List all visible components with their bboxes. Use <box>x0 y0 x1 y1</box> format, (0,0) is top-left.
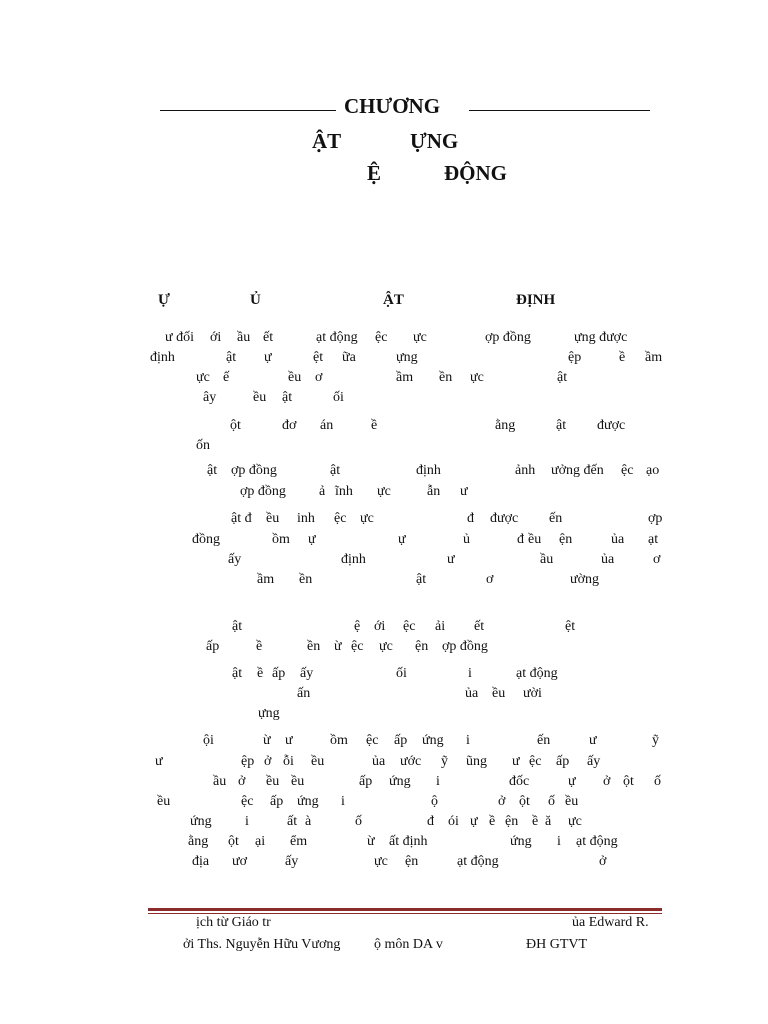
body-text-fragment: ấy <box>587 754 601 769</box>
body-text-fragment: i <box>436 774 440 789</box>
body-text-fragment: ỹ <box>652 733 659 748</box>
body-text-fragment: ủa <box>372 754 386 769</box>
body-text-fragment: ền <box>307 639 321 654</box>
body-text-fragment: ất <box>287 814 298 829</box>
body-text-fragment: ưởng đến <box>551 463 604 478</box>
body-text-fragment: i <box>341 794 345 809</box>
body-text-fragment: ệ <box>354 619 361 634</box>
body-text-fragment: ều <box>565 794 579 809</box>
body-text-fragment: ến <box>537 733 551 748</box>
body-text-fragment: ữa <box>342 350 356 365</box>
body-text-fragment: inh <box>297 511 315 526</box>
body-text-fragment: i <box>468 666 472 681</box>
body-text-fragment: ấy <box>285 854 299 869</box>
body-text-fragment: ế <box>223 370 230 385</box>
body-text-fragment: ự <box>264 350 272 365</box>
body-text-fragment: ều <box>291 774 305 789</box>
body-text-fragment: ựng <box>396 350 418 365</box>
body-text-fragment: ất định <box>389 834 428 849</box>
body-text-fragment: ở <box>498 794 506 809</box>
body-text-fragment: ạo <box>646 463 660 478</box>
body-text-fragment: ười <box>523 686 542 701</box>
body-text-fragment: ấp <box>272 666 286 681</box>
body-text-fragment: ật đ <box>231 511 252 526</box>
body-text-fragment: ề <box>371 418 378 433</box>
body-text-fragment: ệt <box>565 619 576 634</box>
body-text-fragment: ề <box>489 814 496 829</box>
title-fragment: Ệ <box>367 161 382 185</box>
body-text-fragment: ến <box>549 511 563 526</box>
body-text-fragment: ư <box>285 733 293 748</box>
body-text-fragment: ề <box>532 814 539 829</box>
body-text-fragment: ợp đồng <box>240 484 286 499</box>
body-text-fragment: ự <box>568 774 576 789</box>
body-text-fragment: ệp <box>568 350 582 365</box>
footer-source-right: ủa Edward R. <box>572 915 649 930</box>
body-text-fragment: ợp đồng <box>231 463 277 478</box>
body-text-fragment: ệc <box>334 511 347 526</box>
body-text-fragment: ểm <box>290 834 308 849</box>
body-text-fragment: ả <box>319 484 326 499</box>
body-text-fragment: ồm <box>330 733 348 748</box>
body-text-fragment: ề <box>619 350 626 365</box>
body-text-fragment: ều <box>528 532 542 547</box>
body-text-fragment: ố <box>654 774 661 789</box>
body-text-fragment: ực <box>568 814 582 829</box>
footer-source-left: ịch từ Giáo tr <box>196 915 271 930</box>
body-text-fragment: ỗi <box>283 754 294 769</box>
body-text-fragment: ấn <box>297 686 311 701</box>
body-text-fragment: i <box>557 834 561 849</box>
body-text-fragment: ươ <box>232 854 247 869</box>
body-text-fragment: định <box>150 350 175 365</box>
body-text-fragment: đồng <box>192 532 220 547</box>
body-text-fragment: ều <box>288 370 302 385</box>
body-text-fragment: ĩnh <box>335 484 353 499</box>
body-text-fragment: ạt động <box>576 834 618 849</box>
body-text-fragment: địa <box>192 854 210 869</box>
body-text-fragment: ủa <box>611 532 625 547</box>
body-text-fragment: ạt động <box>516 666 558 681</box>
body-text-fragment: ền <box>439 370 453 385</box>
title-fragment: ỰNG <box>410 129 459 153</box>
body-text-fragment: ây <box>203 390 217 405</box>
body-text-fragment: ệc <box>403 619 416 634</box>
body-text-fragment: ồm <box>272 532 290 547</box>
body-text-fragment: ạt <box>648 532 659 547</box>
body-text-fragment: ật <box>416 572 427 587</box>
section-heading-fragment: ĐỊNH <box>516 292 556 308</box>
body-text-fragment: ực <box>470 370 484 385</box>
body-text-fragment: ều <box>157 794 171 809</box>
body-text-fragment: đ <box>427 814 434 829</box>
body-text-fragment: ằng <box>188 834 209 849</box>
footer-university: ĐH GTVT <box>526 937 588 952</box>
body-text-fragment: đ <box>467 511 474 526</box>
body-text-fragment: ật <box>556 418 567 433</box>
body-text-fragment: ực <box>360 511 374 526</box>
body-text-fragment: ầu <box>540 552 554 567</box>
body-text-fragment: ều <box>253 390 267 405</box>
body-text-fragment: ện <box>559 532 573 547</box>
body-text-fragment: ường <box>570 572 599 587</box>
body-text-fragment: ện <box>405 854 419 869</box>
body-text-fragment: ực <box>196 370 210 385</box>
body-text-fragment: đốc <box>509 774 530 789</box>
section-heading-fragment: Ủ <box>250 292 261 308</box>
body-text-fragment: ại <box>255 834 266 849</box>
body-text-fragment: ựng được <box>574 330 628 345</box>
body-text-fragment: ư đối <box>165 330 194 345</box>
body-text-fragment: ừ <box>367 834 375 849</box>
body-text-fragment: ối <box>396 666 407 681</box>
footer-rule-thick <box>148 908 662 911</box>
body-text-fragment: ấp <box>206 639 220 654</box>
body-text-fragment: ết <box>474 619 485 634</box>
body-text-fragment: ư <box>155 754 163 769</box>
body-text-fragment: ợp <box>648 511 663 526</box>
body-text-fragment: ự <box>308 532 316 547</box>
body-text-fragment: ầm <box>645 350 663 365</box>
body-text-fragment: ủa <box>601 552 615 567</box>
body-text-fragment: ề <box>257 666 264 681</box>
body-text-fragment: ứng <box>510 834 532 849</box>
body-text-fragment: ạt động <box>316 330 358 345</box>
body-text-fragment: định <box>341 552 366 567</box>
body-text-fragment: ều <box>492 686 506 701</box>
body-text-fragment: ộ <box>431 794 438 809</box>
body-text-fragment: ở <box>599 854 607 869</box>
body-text-fragment: ă <box>545 814 552 829</box>
body-text-fragment: ực <box>379 639 393 654</box>
body-text-fragment: ước <box>400 754 422 769</box>
body-text-fragment: ầu <box>213 774 227 789</box>
body-text-fragment: ện <box>505 814 519 829</box>
body-text-fragment: ệc <box>241 794 254 809</box>
body-text-fragment: ốn <box>196 438 210 453</box>
body-text-fragment: ực <box>377 484 391 499</box>
body-text-fragment: ột <box>519 794 530 809</box>
body-text-fragment: ự <box>398 532 406 547</box>
body-text-fragment: ố <box>355 814 362 829</box>
body-text-fragment: ết <box>263 330 274 345</box>
body-text-fragment: được <box>490 511 519 526</box>
body-text-fragment: ẫn <box>427 484 441 499</box>
body-text-fragment: ột <box>228 834 239 849</box>
body-text-fragment: ựng <box>258 706 280 721</box>
body-text-fragment: ề <box>256 639 263 654</box>
body-text-fragment: ột <box>623 774 634 789</box>
body-text-fragment: ợp đồng <box>485 330 531 345</box>
body-text-fragment: ệc <box>351 639 364 654</box>
body-text-fragment: ật <box>232 666 243 681</box>
body-text-fragment: ệc <box>375 330 388 345</box>
body-text-fragment: ấy <box>228 552 242 567</box>
body-text-fragment: ủa <box>465 686 479 701</box>
header-rule-left <box>160 110 336 111</box>
chapter-label: CHƯƠNG <box>344 94 441 118</box>
body-text-fragment: ũng <box>466 754 487 769</box>
body-text-fragment: ều <box>266 511 280 526</box>
body-text-fragment: ều <box>311 754 325 769</box>
body-text-fragment: ằng <box>495 418 516 433</box>
body-text-fragment: ải <box>435 619 446 634</box>
body-text-fragment: ư <box>589 733 597 748</box>
header-rule-right <box>469 110 650 111</box>
body-text-fragment: ệc <box>529 754 542 769</box>
body-text-fragment: ứng <box>389 774 411 789</box>
body-text-fragment: ói <box>448 814 459 829</box>
footer-rule-thin <box>148 913 662 914</box>
body-text-fragment: ực <box>413 330 427 345</box>
body-text-fragment: ầm <box>396 370 414 385</box>
section-heading-fragment: Ự <box>158 292 170 308</box>
body-text-fragment: ật <box>232 619 243 634</box>
body-text-fragment: ội <box>203 733 214 748</box>
body-text-fragment: ảnh <box>515 463 536 478</box>
body-text-fragment: ật <box>207 463 218 478</box>
body-text-fragment: ạt động <box>457 854 499 869</box>
body-text-fragment: ự <box>470 814 478 829</box>
body-text-fragment: ơ <box>315 370 323 385</box>
body-text-fragment: ệc <box>366 733 379 748</box>
body-text-fragment: ực <box>374 854 388 869</box>
body-text-fragment: ối <box>333 390 344 405</box>
body-text-fragment: ứng <box>422 733 444 748</box>
body-text-fragment: định <box>416 463 441 478</box>
body-text-fragment: được <box>597 418 626 433</box>
body-text-fragment: ật <box>557 370 568 385</box>
footer-department: ộ môn DA v <box>374 937 443 952</box>
title-fragment: ẬT <box>312 129 342 153</box>
body-text-fragment: ới <box>374 619 386 634</box>
body-text-fragment: ầu <box>237 330 251 345</box>
body-text-fragment: i <box>466 733 470 748</box>
body-text-fragment: ơ <box>653 552 661 567</box>
body-text-fragment: ở <box>264 754 272 769</box>
body-text-fragment: ư <box>460 484 468 499</box>
body-text-fragment: ật <box>282 390 293 405</box>
body-text-fragment: ợp đồng <box>442 639 488 654</box>
body-text-fragment: ố <box>548 794 555 809</box>
body-text-fragment: ấp <box>556 754 570 769</box>
body-text-fragment: ở <box>238 774 246 789</box>
body-text-fragment: đ <box>517 532 524 547</box>
body-text-fragment: ện <box>415 639 429 654</box>
body-text-fragment: ư <box>447 552 455 567</box>
body-text-fragment: ỹ <box>441 754 448 769</box>
body-text-fragment: ứng <box>190 814 212 829</box>
body-text-fragment: ầm <box>257 572 275 587</box>
body-text-fragment: án <box>320 418 334 433</box>
body-text-fragment: ật <box>330 463 341 478</box>
body-text-fragment: ấp <box>270 794 284 809</box>
body-text-fragment: ừ <box>334 639 342 654</box>
body-text-fragment: i <box>245 814 249 829</box>
body-text-fragment: đơ <box>282 418 297 433</box>
body-text-fragment: ừ <box>263 733 271 748</box>
body-text-fragment: ở <box>603 774 611 789</box>
body-text-fragment: ệp <box>241 754 255 769</box>
body-text-fragment: ới <box>210 330 222 345</box>
body-text-fragment: ệc <box>621 463 634 478</box>
body-text-fragment: ền <box>299 572 313 587</box>
body-text-fragment: ều <box>266 774 280 789</box>
body-text-fragment: ột <box>230 418 241 433</box>
footer-translator: ởi Ths. Nguyễn Hữu Vương <box>183 937 341 952</box>
section-heading-fragment: ẬT <box>383 292 404 308</box>
body-text-fragment: ấp <box>359 774 373 789</box>
body-text-fragment: ệt <box>313 350 324 365</box>
title-fragment: ĐỘNG <box>444 161 507 185</box>
body-text-fragment: ứng <box>297 794 319 809</box>
body-text-fragment: ủ <box>463 532 470 547</box>
body-text-fragment: ấp <box>394 733 408 748</box>
body-text-fragment: ật <box>226 350 237 365</box>
body-text-fragment: à <box>305 814 312 829</box>
body-text-fragment: ư <box>512 754 520 769</box>
body-text-fragment: ơ <box>486 572 494 587</box>
body-text-fragment: ấy <box>300 666 314 681</box>
